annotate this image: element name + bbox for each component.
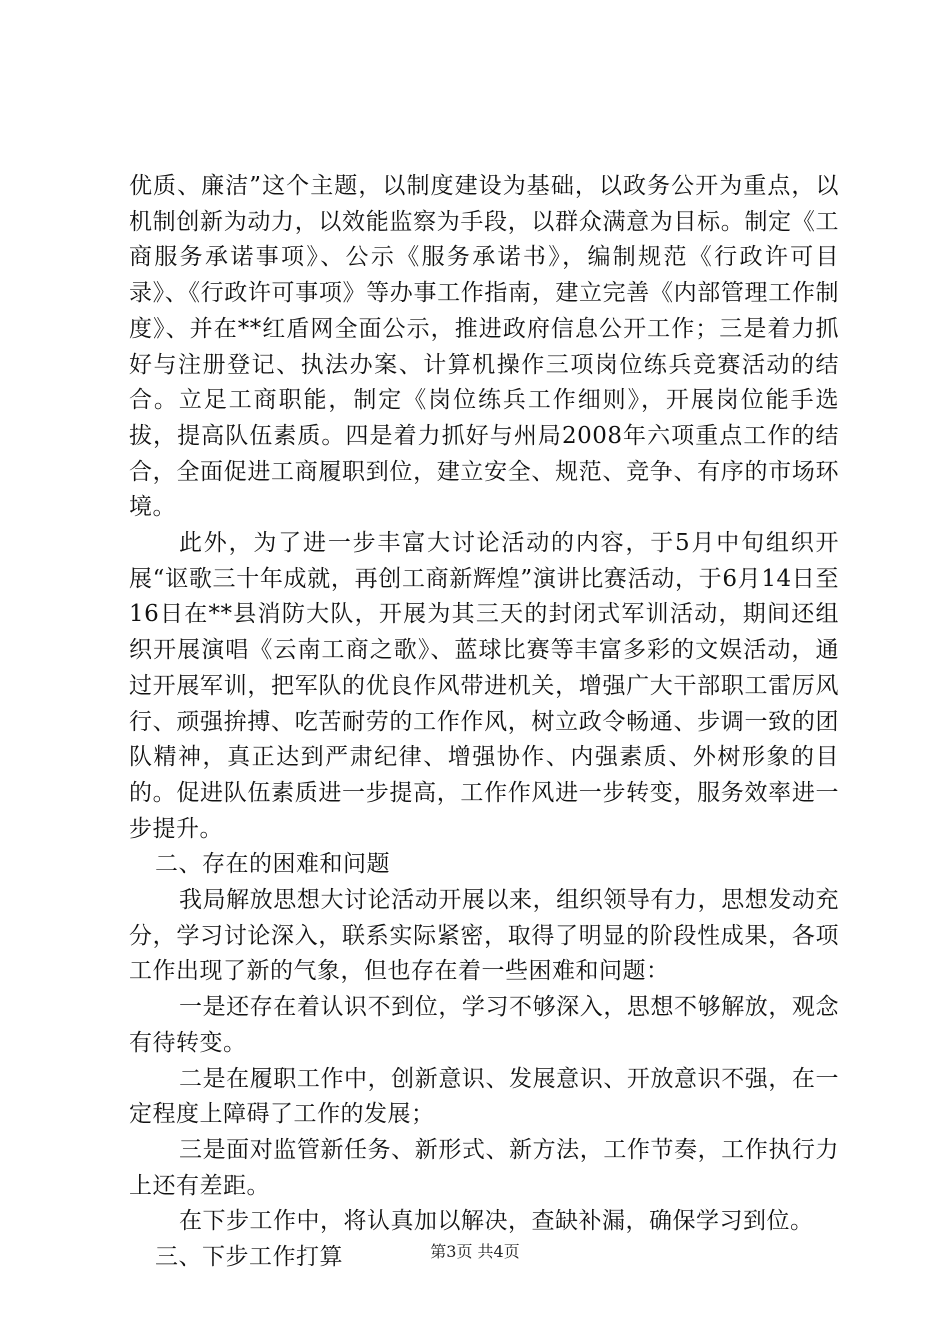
body-paragraph-problem-one: 一是还存在着认识不到位，学习不够深入，思想不够解放，观念有待转变。 [129, 994, 839, 1056]
document-body [129, 169, 839, 1276]
page-footer [0, 1242, 950, 1262]
section-heading-problems: 二、存在的困难和问题 [155, 851, 390, 878]
section-heading-next-steps: 三、下步工作打算 [155, 1244, 343, 1271]
body-paragraph-problem-two: 二是在履职工作中，创新意识、发展意识、开放意识不强，在一定程度上障碍了工作的发展； [129, 1065, 839, 1128]
page-number-label: 第3页 共4页 [430, 1242, 520, 1261]
body-paragraph-problems-intro: 我局解放思想大讨论活动开展以来，组织领导有力，思想发动充分，学习讨论深入，联系实际紧密，取得了明显的阶段性成果，各项工作出现了新的气象，但也存在着一些困难和问题： [129, 887, 839, 985]
body-paragraph-continuation: 优质、廉洁”这个主题，以制度建设为基础，以政务公开为重点，以机制创新为动力，以效能监察为手段，以群众满意为目标。制定《工商服务承诺事项》、公示《服务承诺书》，编制规范《行政许可目录》、《行政许可事项》等办事工作指南，建立完善《内部管理工作制度》、并在**红盾网全面公示，推进政府信息公开工作；三是着力抓好与注册登记、执法办案、计算机操作三项岗位练兵竞赛活动的结合。立足工商职能，制定《岗位练兵工作细则》，开展岗位能手选拔，提高队伍素质。四是着力抓好与州局2008年六项重点工作的结合，全面促进工商履职到位，建立安全、规范、竞争、有序的市场环境。 [129, 173, 839, 521]
body-paragraph-resolution: 在下步工作中，将认真加以解决，查缺补漏，确保学习到位。 [179, 1208, 814, 1235]
body-paragraph-problem-three: 三是面对监管新任务、新形式、新方法，工作节奏，工作执行力上还有差距。 [129, 1136, 839, 1199]
body-paragraph-activities: 此外，为了进一步丰富大讨论活动的内容，于5月中旬组织开展“讴歌三十年成就，再创工商新辉煌”演讲比赛活动，于6月14日至16日在**县消防大队，开展为其三天的封闭式军训活动，期间还组织开展演唱《云南工商之歌》、蓝球比赛等丰富多彩的文娱活动，通过开展军训，把军队的优良作风带进机关，增强广大干部职工雷厉风行、顽强拚搏、吃苦耐劳的工作作风，树立政令畅通、步调一致的团队精神，真正达到严肃纪律、增强协作、内强素质、外树形象的目的。促进队伍素质进一步提高，工作作风进一步转变，服务效率进一步提升。 [129, 530, 839, 842]
